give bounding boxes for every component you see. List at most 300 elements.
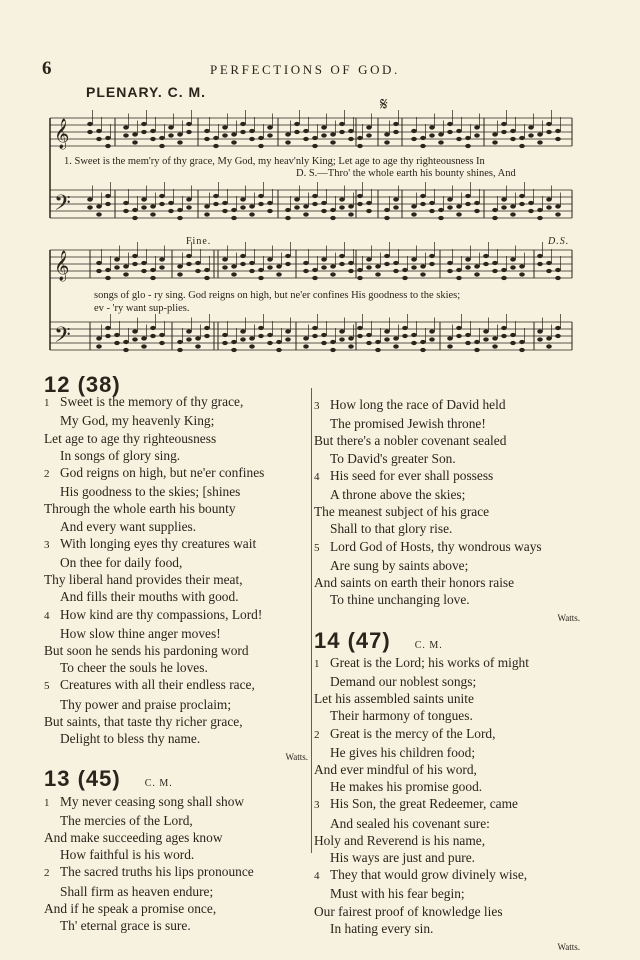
note-head <box>348 269 354 273</box>
author-attribution: Watts. <box>285 752 308 763</box>
line-text: His Son, the great Redeemer, came <box>330 796 518 812</box>
note-head <box>330 208 336 212</box>
note-head <box>159 257 165 261</box>
hymn-13-header <box>44 766 308 792</box>
note-head <box>294 130 300 134</box>
note-head <box>132 208 138 212</box>
hymn-line <box>44 500 308 517</box>
ds-mark: D.S. <box>548 236 570 247</box>
line-text: How kind are thy compassions, Lord! <box>60 606 263 622</box>
note-head <box>384 329 390 333</box>
note-head <box>240 337 246 341</box>
note-head <box>141 130 147 134</box>
hymn-line <box>44 846 308 863</box>
note-head <box>213 136 219 140</box>
note-head <box>285 140 291 144</box>
note-head <box>321 257 327 261</box>
note-head <box>186 329 192 333</box>
note-head <box>177 348 183 352</box>
note-head <box>258 144 264 148</box>
line-text: Sweet is the memory of thy grace, <box>60 394 244 410</box>
note-head <box>159 144 165 148</box>
note-head <box>186 122 192 126</box>
note-head <box>96 137 102 141</box>
note-head <box>132 337 138 341</box>
verse-number: 5 <box>314 541 320 554</box>
note-head <box>339 197 345 201</box>
hymn-line <box>314 761 580 778</box>
note-head <box>546 130 552 134</box>
note-head <box>546 205 552 209</box>
note-head <box>393 130 399 134</box>
note-head <box>222 341 228 345</box>
note-head <box>303 344 309 348</box>
line-text: And every want supplies. <box>60 518 197 534</box>
note-head <box>222 265 228 269</box>
hymn-line <box>44 730 308 747</box>
note-head <box>168 209 174 213</box>
note-head <box>330 340 336 344</box>
treble-clef-icon: 𝄞 <box>54 251 70 280</box>
note-head <box>240 122 246 126</box>
note-head <box>420 202 426 206</box>
hymn-line <box>314 707 580 724</box>
note-head <box>420 264 426 268</box>
note-head <box>303 336 309 340</box>
note-head <box>150 334 156 338</box>
note-head <box>159 136 165 140</box>
note-head <box>231 132 237 136</box>
note-head <box>537 140 543 144</box>
note-head <box>105 136 111 140</box>
note-head <box>438 216 444 220</box>
underlay-verse: 1. Sweet is the mem'ry of thy grace, My God, my heav'nly King; Let age to age thy righteousness In <box>64 156 485 167</box>
hymn-12-continued <box>314 396 580 608</box>
verse-number: 4 <box>314 870 320 883</box>
note-head <box>222 201 228 205</box>
note-head <box>348 344 354 348</box>
note-head <box>330 216 336 220</box>
underlay-ds: D. S.—Thro' the whole earth his bounty shines, And <box>296 168 516 179</box>
note-head <box>393 344 399 348</box>
note-head <box>555 212 561 216</box>
note-head <box>501 268 507 272</box>
note-head <box>186 197 192 201</box>
line-text: In songs of glory sing. <box>60 447 181 463</box>
hymn-line <box>314 557 580 574</box>
note-head <box>159 341 165 345</box>
line-text: The meanest subject of his grace <box>314 504 490 520</box>
note-head <box>96 129 102 133</box>
note-head <box>339 329 345 333</box>
note-head <box>402 268 408 272</box>
note-head <box>312 136 318 140</box>
note-head <box>339 337 345 341</box>
note-head <box>465 333 471 337</box>
line-text: But soon he sends his pardoning word <box>44 643 249 659</box>
note-head <box>465 265 471 269</box>
note-head <box>474 348 480 352</box>
verse-number: 4 <box>44 609 50 622</box>
note-head <box>465 136 471 140</box>
hymn-line <box>44 883 308 900</box>
page-number: 6 <box>42 58 52 79</box>
note-head <box>510 137 516 141</box>
note-head <box>510 265 516 269</box>
note-head <box>141 197 147 201</box>
note-head <box>456 137 462 141</box>
note-head <box>339 122 345 126</box>
line-text: And ever mindful of his word, <box>314 762 477 778</box>
note-head <box>339 262 345 266</box>
hymn-line <box>314 744 580 761</box>
hymn-meter: C. M. <box>414 639 443 651</box>
note-head <box>465 202 471 206</box>
line-text: Are sung by saints above; <box>330 557 469 573</box>
note-head <box>456 268 462 272</box>
note-head <box>384 140 390 144</box>
note-head <box>411 212 417 216</box>
line-text: But there's a nobler covenant sealed <box>314 433 507 449</box>
note-head <box>357 144 363 148</box>
verse-number: 1 <box>314 657 320 670</box>
hymn-line <box>314 778 580 795</box>
hymn-meter: C. M. <box>144 778 173 790</box>
hymn-line <box>44 554 308 571</box>
line-text: Shall to that glory rise. <box>330 521 453 537</box>
note-head <box>357 268 363 272</box>
note-head <box>348 204 354 208</box>
note-head <box>465 257 471 261</box>
note-head <box>519 264 525 268</box>
note-head <box>447 336 453 340</box>
note-head <box>222 333 228 337</box>
note-head <box>366 341 372 345</box>
hymn-line <box>314 920 580 937</box>
column-divider <box>311 388 312 853</box>
note-head <box>546 336 552 340</box>
note-head <box>510 341 516 345</box>
note-head <box>357 334 363 338</box>
line-text: A throne above the skies; <box>330 487 466 503</box>
note-head <box>168 125 174 129</box>
note-head <box>303 261 309 265</box>
note-head <box>312 144 318 148</box>
hymn-line <box>314 725 580 744</box>
hymn-line <box>314 690 580 707</box>
note-head <box>249 269 255 273</box>
note-head <box>150 137 156 141</box>
note-head <box>312 334 318 338</box>
note-head <box>384 216 390 220</box>
note-head <box>483 262 489 266</box>
note-head <box>357 326 363 330</box>
line-text: Thy power and praise proclaim; <box>60 696 232 712</box>
line-text: And make succeeding ages know <box>44 830 223 846</box>
note-head <box>447 269 453 273</box>
note-head <box>96 212 102 216</box>
note-head <box>141 205 147 209</box>
note-head <box>87 122 93 126</box>
note-head <box>447 344 453 348</box>
hymn-line <box>44 793 308 812</box>
author-attribution: Watts. <box>557 942 580 953</box>
verse-number: 4 <box>314 470 320 483</box>
note-head <box>528 125 534 129</box>
note-head <box>123 340 129 344</box>
verse-number: 1 <box>44 796 50 809</box>
note-head <box>114 333 120 337</box>
note-head <box>474 133 480 137</box>
hymn-line <box>44 713 308 730</box>
hymn-line <box>314 849 580 866</box>
line-text: On thee for daily food, <box>60 555 183 571</box>
note-head <box>186 262 192 266</box>
note-head <box>555 129 561 133</box>
note-head <box>285 329 291 333</box>
note-head <box>546 122 552 126</box>
tune-title: PLENARY. C. M. <box>86 84 207 100</box>
note-head <box>276 348 282 352</box>
note-head <box>420 136 426 140</box>
note-head <box>429 133 435 137</box>
note-head <box>168 133 174 137</box>
note-head <box>528 201 534 205</box>
line-text: How faithful is his word. <box>60 847 195 863</box>
note-head <box>438 140 444 144</box>
note-head <box>312 194 318 198</box>
note-head <box>510 257 516 261</box>
note-head <box>240 130 246 134</box>
note-head <box>528 133 534 137</box>
note-head <box>231 272 237 276</box>
hymn-line <box>314 866 580 885</box>
note-head <box>555 276 561 280</box>
note-head <box>105 144 111 148</box>
note-head <box>249 129 255 133</box>
note-head <box>177 140 183 144</box>
note-head <box>222 125 228 129</box>
note-head <box>114 341 120 345</box>
note-head <box>105 268 111 272</box>
note-head <box>501 334 507 338</box>
note-head <box>483 254 489 258</box>
note-head <box>285 337 291 341</box>
note-head <box>186 205 192 209</box>
note-head <box>267 133 273 137</box>
note-head <box>546 197 552 201</box>
hymn-line <box>314 885 580 902</box>
line-text: Creatures with all their endless race, <box>60 677 255 693</box>
music-score <box>0 0 640 370</box>
note-head <box>285 208 291 212</box>
note-head <box>555 137 561 141</box>
note-head <box>177 272 183 276</box>
note-head <box>195 336 201 340</box>
note-head <box>420 144 426 148</box>
note-head <box>492 261 498 265</box>
note-head <box>249 336 255 340</box>
note-head <box>411 333 417 337</box>
line-text: Demand our noblest songs; <box>330 674 477 690</box>
hymn-line <box>314 574 580 591</box>
note-head <box>132 254 138 258</box>
note-head <box>105 326 111 330</box>
note-head <box>375 264 381 268</box>
note-head <box>465 341 471 345</box>
note-head <box>195 269 201 273</box>
hymn-line <box>44 642 308 659</box>
hymn-line <box>44 900 308 917</box>
hymn-13-text <box>44 793 308 935</box>
note-head <box>429 209 435 213</box>
note-head <box>537 208 543 212</box>
note-head <box>519 348 525 352</box>
note-head <box>501 205 507 209</box>
note-head <box>249 137 255 141</box>
note-head <box>402 326 408 330</box>
note-head <box>231 340 237 344</box>
bass-clef-icon: 𝄢 <box>54 191 71 220</box>
note-head <box>105 194 111 198</box>
note-head <box>105 276 111 280</box>
note-head <box>456 129 462 133</box>
note-head <box>294 197 300 201</box>
note-head <box>519 194 525 198</box>
note-head <box>321 209 327 213</box>
note-head <box>501 276 507 280</box>
note-head <box>267 209 273 213</box>
verse-number: 2 <box>314 728 320 741</box>
line-text: And saints on earth their honors raise <box>314 575 515 591</box>
note-head <box>519 136 525 140</box>
note-head <box>456 212 462 216</box>
note-head <box>357 202 363 206</box>
note-head <box>537 329 543 333</box>
note-head <box>321 133 327 137</box>
verse-number: 3 <box>314 400 320 412</box>
note-head <box>348 336 354 340</box>
note-head <box>501 326 507 330</box>
note-head <box>96 204 102 208</box>
note-head <box>510 129 516 133</box>
note-head <box>141 344 147 348</box>
underlay-line2-ds: ev - 'ry want sup-plies. <box>94 303 190 314</box>
note-head <box>177 340 183 344</box>
note-head <box>510 204 516 208</box>
hymn-line <box>44 393 308 412</box>
note-head <box>267 257 273 261</box>
note-head <box>393 205 399 209</box>
note-head <box>231 140 237 144</box>
note-head <box>258 276 264 280</box>
note-head <box>240 329 246 333</box>
note-head <box>330 132 336 136</box>
note-head <box>267 341 273 345</box>
note-head <box>276 272 282 276</box>
note-head <box>231 264 237 268</box>
note-head <box>114 257 120 261</box>
note-head <box>348 261 354 265</box>
note-head <box>321 341 327 345</box>
author-attribution: Watts. <box>557 613 580 624</box>
note-head <box>465 144 471 148</box>
note-head <box>519 202 525 206</box>
note-head <box>177 208 183 212</box>
note-head <box>267 265 273 269</box>
note-head <box>474 272 480 276</box>
note-head <box>150 276 156 280</box>
verse-number: 1 <box>44 397 50 410</box>
hymn-line <box>314 503 580 520</box>
note-head <box>168 201 174 205</box>
note-head <box>150 326 156 330</box>
underlay-line2: songs of glo - ry sing. God reigns on high, but ne'er confines His goodness to the skies; <box>94 290 461 301</box>
note-head <box>492 216 498 220</box>
note-head <box>555 326 561 330</box>
note-head <box>438 132 444 136</box>
note-head <box>483 337 489 341</box>
note-head <box>294 205 300 209</box>
note-head <box>123 348 129 352</box>
note-head <box>159 194 165 198</box>
line-text: Shall firm as heaven endure; <box>60 883 214 899</box>
hymn-line <box>44 535 308 554</box>
note-head <box>375 272 381 276</box>
line-text: His ways are just and pure. <box>330 850 476 866</box>
note-head <box>312 326 318 330</box>
note-head <box>420 272 426 276</box>
note-head <box>474 125 480 129</box>
hymn-line <box>314 396 580 415</box>
note-head <box>303 269 309 273</box>
hymn-line <box>314 795 580 814</box>
note-head <box>393 269 399 273</box>
note-head <box>150 204 156 208</box>
hymn-12-header <box>44 372 308 397</box>
note-head <box>537 216 543 220</box>
note-head <box>456 326 462 330</box>
line-text: My God, my heavenly King; <box>60 413 215 429</box>
note-head <box>384 337 390 341</box>
note-head <box>177 132 183 136</box>
note-head <box>348 212 354 216</box>
line-text: Great is the mercy of the Lord, <box>330 725 496 741</box>
note-head <box>537 254 543 258</box>
note-head <box>501 197 507 201</box>
note-head <box>96 344 102 348</box>
hymn-line <box>44 917 308 934</box>
note-head <box>519 144 525 148</box>
note-head <box>96 269 102 273</box>
note-head <box>276 264 282 268</box>
treble-clef-icon: 𝄞 <box>54 119 70 148</box>
note-head <box>519 272 525 276</box>
note-head <box>258 136 264 140</box>
note-head <box>195 261 201 265</box>
note-head <box>402 334 408 338</box>
note-head <box>204 268 210 272</box>
note-head <box>213 144 219 148</box>
note-head <box>267 201 273 205</box>
note-head <box>258 202 264 206</box>
line-text: Great is the Lord; his works of might <box>330 654 529 670</box>
note-head <box>510 212 516 216</box>
note-head <box>96 261 102 265</box>
note-head <box>213 194 219 198</box>
note-head <box>339 130 345 134</box>
hymn-number: 14 (47) <box>314 627 391 653</box>
